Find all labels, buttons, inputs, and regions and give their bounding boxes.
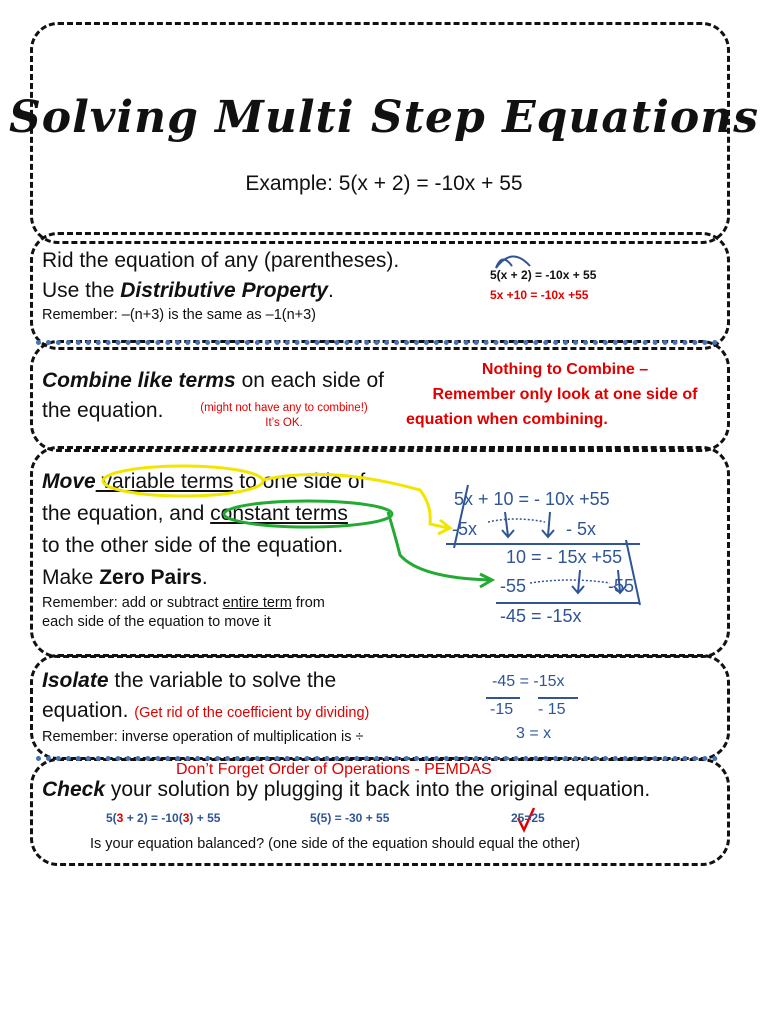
isolate-line2b: - 15 xyxy=(538,701,566,718)
c1-a: 5( xyxy=(106,811,117,825)
check-calc-2: 5(5) = -30 + 55 xyxy=(310,811,390,825)
step4-remember: Remember: inverse operation of multiplication is ÷ xyxy=(42,729,364,745)
check-word: Check xyxy=(42,778,106,801)
callout-line1: Nothing to Combine – xyxy=(481,361,649,378)
step4-note: (Get rid of the coefficient by dividing) xyxy=(134,705,370,721)
work-line5: -45 = -15x xyxy=(500,606,582,626)
step4-line1-post: the variable to solve the xyxy=(108,669,337,692)
pemdas-banner: Don’t Forget Order of Operations - PEMDAS xyxy=(176,761,492,778)
c1-c: + 2) = -10( xyxy=(123,811,183,825)
combine-like-terms: Combine like terms xyxy=(42,369,236,392)
step4-text xyxy=(42,666,369,728)
step1-line2-post: . xyxy=(327,279,334,302)
balanced-question: Is your equation balanced? (one side of the equation should equal the other) xyxy=(90,836,581,852)
isolate-line2a: -15 xyxy=(490,701,514,718)
work-line3: 10 = - 15x +55 xyxy=(506,547,623,567)
entire-term: entire term xyxy=(222,595,292,611)
step1-remember: Remember: –(n+3) is the same as –1(n+3) xyxy=(42,307,317,323)
step4-line2-text: equation. xyxy=(42,699,129,722)
move-word: Move xyxy=(42,470,96,493)
step3-remember-pre: Remember: add or subtract xyxy=(42,595,223,611)
variable-terms: variable terms xyxy=(95,470,234,493)
work-line4a: -55 xyxy=(500,576,527,596)
page-title: Solving Multi Step Equations xyxy=(8,92,760,143)
isolate-line3: 3 = x xyxy=(516,725,552,742)
step1-distributed: 5x +10 = -10x +55 xyxy=(490,288,589,302)
step5-line1-post: your solution by plugging it back into the original equation. xyxy=(105,778,651,801)
distributive-property: Distributive Property xyxy=(120,279,328,302)
step2-line2-text: the equation. xyxy=(42,399,164,422)
step3-line3: to the other side of the equation. xyxy=(42,534,344,557)
step5-text xyxy=(42,775,650,805)
work-line1: 5x + 10 = - 10x +55 xyxy=(454,489,610,509)
zero-pairs: Zero Pairs xyxy=(99,566,202,589)
check-calc-3: 25=25 xyxy=(511,811,545,825)
constant-terms: constant terms xyxy=(210,502,348,525)
step1-line2-pre: Use the xyxy=(42,279,121,302)
work-line4b: -55 xyxy=(608,576,635,596)
work-line2a: -5x xyxy=(452,519,478,539)
step2-note-line1: (might not have any to combine!) xyxy=(200,402,368,414)
c1-d: 3 xyxy=(182,811,190,825)
check-calc-1 xyxy=(106,811,220,825)
step1-equation: 5(x + 2) = -10x + 55 xyxy=(490,268,597,282)
isolate-line1: -45 = -15x xyxy=(492,673,565,690)
isolate-word: Isolate xyxy=(42,669,109,692)
step3-remember-line2: each side of the equation to move it xyxy=(42,614,271,630)
c1-e: ) + 55 xyxy=(189,811,221,825)
c1-b: 3 xyxy=(116,811,124,825)
step1-line1: Rid the equation of any (parentheses). xyxy=(42,249,400,272)
step3-line4-post: . xyxy=(201,566,208,589)
callout-line3: equation when combining. xyxy=(406,411,608,428)
step2-note-line2: It’s OK. xyxy=(265,417,303,429)
step3-line4-pre: Make xyxy=(42,566,100,589)
example-equation: Example: 5(x + 2) = -10x + 55 xyxy=(245,172,523,195)
step4-line1 xyxy=(42,666,369,696)
step2-line1-post: on each side of xyxy=(235,369,385,392)
step3-remember-post: from xyxy=(291,595,325,611)
callout-line2: Remember only look at one side of xyxy=(432,386,698,403)
step3-line1-post: to one side of xyxy=(233,470,366,493)
work-line2b: - 5x xyxy=(566,519,597,539)
step4-line2 xyxy=(42,696,369,728)
step3-line2-pre: the equation, and xyxy=(42,502,211,525)
